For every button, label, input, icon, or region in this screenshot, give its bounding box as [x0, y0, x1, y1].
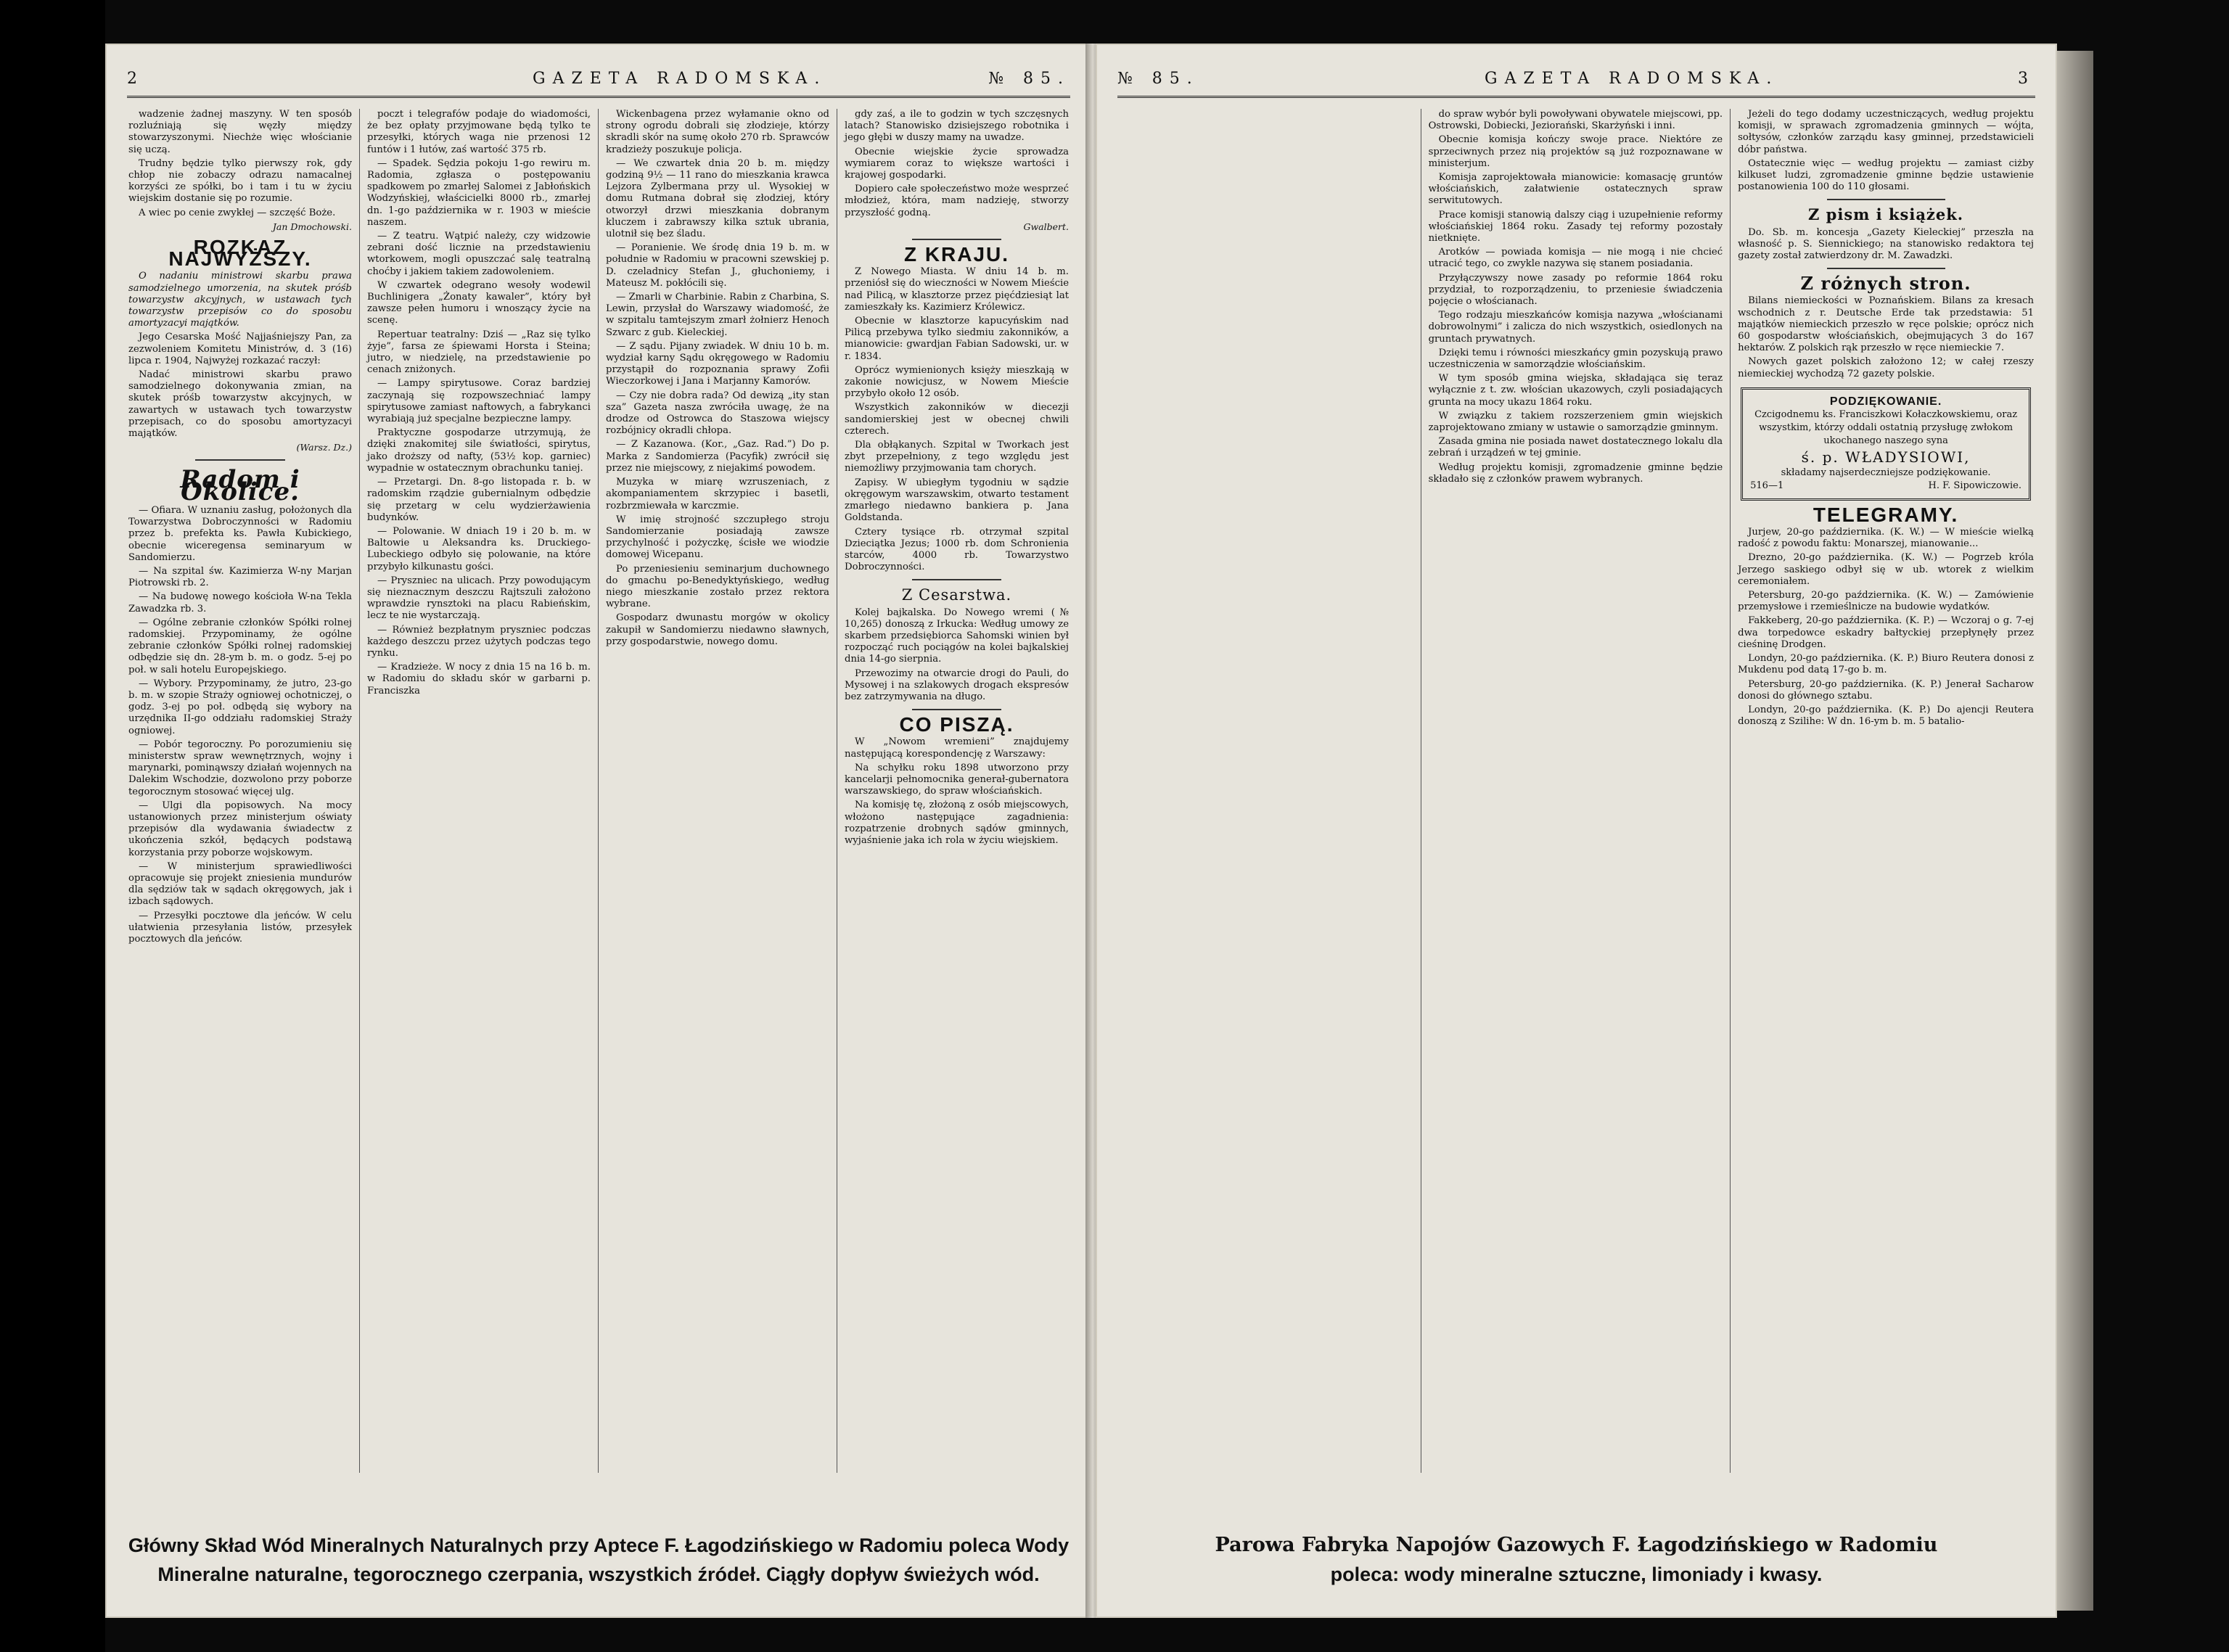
news-item: Dzięki temu i równości mieszkańcy gmin pozyskują prawo uczestniczenia w samorządzie włościańskim.: [1428, 347, 1723, 371]
news-item: Gospodarz dwunastu morgów w okolicy zakupił w Sandomierzu niedawno sławnych, przy gospodarstwie, nowego domu.: [606, 612, 829, 647]
advertisement-footer: [1117, 1531, 2035, 1589]
issue-number: № 85.: [988, 70, 1070, 88]
divider: [912, 709, 1002, 710]
ad-line: poleca: wody mineralne sztuczne, limoniady i kwasy.: [1330, 1563, 1823, 1585]
columns-left: [121, 109, 1076, 1473]
byline: (Warsz. Dz.): [296, 442, 352, 453]
news-item: W czwartek odegrano wesoły wodewil Buchlinigera „Żonaty kawaler”, który był zawsze pełen humoru i wnoszący życie na scenę.: [367, 279, 591, 326]
news-item: Prace komisji stanowią dalszy ciąg i uzupełnienie reformy włościańskiej 1864 roku. Zasady tej reformy pozostały nietknięte.: [1428, 209, 1723, 244]
news-item: Nowych gazet polskich założono 12; w całej rzeszy niemieckiej wychodzą 72 gazety polskie.: [1738, 356, 2034, 379]
news-item: — Ogólne zebranie członków Spółki rolnej radomskiej. Przypominamy, że ogólne zebranie członków Spółki rolnej radomskiej odbędzie się dn. 28-ym b. m. o godz. 5-ej po poł. w sali hotelu Europejskiego.: [128, 617, 352, 675]
section-heading: Z różnych stron.: [1800, 273, 1971, 295]
section-heading: Radom i Okolice.: [180, 465, 300, 506]
news-item: — Na szpital św. Kazimierza W-ny Marjan Piotrowski rb. 2.: [128, 565, 352, 589]
page-number: 2: [127, 70, 144, 88]
column-2: [1421, 109, 1731, 1473]
column-1: [1112, 109, 1421, 1473]
news-item: — Również bezpłatnym pryszniec podczas każdego deszczu przez użytych podczas tego rynku.: [367, 624, 591, 659]
section-heading: CO PISZĄ.: [899, 713, 1014, 736]
masthead: GAZETA RADOMSKA.: [1485, 70, 1779, 88]
column-4: [837, 109, 1076, 1473]
column-1: [121, 109, 360, 1473]
running-head-right: [1117, 67, 2035, 98]
news-item: — We czwartek dnia 20 b. m. między godziną 9½ — 11 rano do mieszkania krawca Lejzora Zylbermana przy ul. Wysokiej w domu Rutmana dobrał się złodziej, który otworzył drzwi mieszkania dobranym kluczem i zabrawszy kilka sztuk ubrania, ulotnił się bez śladu.: [606, 157, 829, 240]
paragraph: Trudny będzie tylko pierwszy rok, gdy chłop nie zobaczy odrazu namacalnej korzyści ze spółki, bo i tam i tu w życiu wiejskim dostanie się po rozumie.: [128, 157, 352, 205]
masthead: GAZETA RADOMSKA.: [533, 70, 827, 88]
news-item: — Z Kazanowa. (Kor., „Gaz. Rad.”) Do p. Marka z Sandomierza (Pacyfik) zwrócił się przez nie miejscowy, z niejakimś powodem.: [606, 439, 829, 474]
paragraph: Wickenbagena przez wyłamanie okno od strony ogrodu dobrali się złodzieje, którzy skradli skór na sumę około 270 rb. Sprawców kradzieży poszukuje policja.: [606, 109, 829, 155]
byline: Jan Dmochowski.: [272, 221, 352, 232]
divider: [1827, 268, 1945, 269]
telegram-item: Petersburg, 20-go października. (K. W.) — Zamówienie przemysłowe i rzemieślnicze na budowie wydatków.: [1738, 590, 2034, 613]
news-item: — Zmarli w Charbinie. Rabin z Charbina, S. Lewin, przysłał do Warszawy wiadomość, że w szpitalu tamtejszym zmarł żołnierz Henoch Szwarc z gub. Kieleckiej.: [606, 292, 829, 338]
byline: Gwalbert.: [1023, 221, 1069, 232]
news-item: — Pryszniec na ulicach. Przy powodującym się nieznacznym deszczu Rajtszuli założono wprawdzie rynsztoki na placu Rabieńskim, lecz te nie wystarczają.: [367, 575, 591, 622]
scan-border: [0, 0, 105, 1652]
divider: [912, 579, 1002, 580]
ad-line: Główny Skład Wód Mineralnych Naturalnych przy Aptece F. Łagodzińskiego w Radomiu poleca Wody: [128, 1534, 1070, 1556]
news-item: Według projektu komisji, zgromadzenie gminne będzie składało się z członków prawem wybranych.: [1428, 461, 1723, 485]
paragraph: poczt i telegrafów podaje do wiadomości, że bez opłaty przyjmowane będą tylko te przesyłki, których waga nie przenosi 12 funtów i 1 łutów, zaś wartość 375 rb.: [367, 109, 591, 155]
news-item: — Pobór tegoroczny. Po porozumieniu się ministerstw spraw wewnętrznych, wojny i marynarki, pominąwszy działań wojennych na Dalekim Wschodzie, dozwolono przy poborze tegorocznym stosować więcej ulg.: [128, 739, 352, 797]
issue-number: № 85.: [1117, 70, 1199, 88]
news-item: Arotków — powiada komisja — nie mogą i nie chcieć utracić tego, co zwykle nazywa się stanem posiadania.: [1428, 247, 1723, 270]
divider: [195, 459, 284, 461]
paragraph: gdy zaś, a ile to godzin w tych szczęsnych latach? Stanowisko dzisiejszego robotnika i jego głębi w duszy mamy na uwadze.: [845, 109, 1069, 144]
paragraph: A wiec po cenie zwykłej — szczęść Boże.: [139, 207, 336, 218]
news-item: — Kradzieże. W nocy z dnia 15 na 16 b. m. w Radomiu do składu skór w garbarni p. Franciszka: [367, 662, 591, 696]
section-heading: ROZKAZ NAJWYŻSZY.: [168, 236, 312, 271]
news-item: Oprócz wymienionych księży mieszkają w zakonie nowicjusz, w Nowem Mieście przybyło około 12 osób.: [845, 364, 1069, 400]
news-item: Komisja zaprojektowała mianowicie: komasację gruntów włościańskich, załatwienie ostatecznych spraw serwitutowych.: [1428, 172, 1723, 207]
section-heading: Z pism i książek.: [1808, 205, 1964, 224]
news-item: — Przesyłki pocztowe dla jeńców. W celu ułatwienia przesyłania listów, przesyłek pocztowych dla jeńców.: [128, 910, 352, 945]
news-item: do spraw wybór byli powoływani obywatele miejscowi, pp. Ostrowski, Dobiecki, Jeziorański, Skarżyński i inni.: [1428, 109, 1723, 132]
news-item: — Czy nie dobra rada? Od dewizą „ity stan sza” Gazeta nasza zwróciła uwagę, że na drodze od Ostrowca do Staszowa wiejscy rozbójnicy okradli chłopa.: [606, 390, 829, 437]
news-item: Cztery tysiące rb. otrzymał szpital Dzieciątka Jezus; 1000 rb. dom Schronienia starców, 4000 rb. Towarzystwo Dobroczynności.: [845, 526, 1069, 573]
telegram-item: Londyn, 20-go października. (K. P.) Biuro Reutera donosi z Mukdenu pod datą 17-go b. m.: [1738, 653, 2034, 676]
telegram-item: Fakkeberg, 20-go października. (K. P.) — Wczoraj o g. 7-ej dwa torpedowce eskadry bałtyckiej przepłynęły przez cieśninę Drodgen.: [1738, 615, 2034, 650]
page-number: 3: [2018, 70, 2035, 88]
news-item: Zapisy. W ubiegłym tygodniu w sądzie okręgowym warszawskim, otwarto testament zmarłego niedawno bankiera p. Jana Goldstanda.: [845, 477, 1069, 524]
news-item: W imię strojność szczupłego stroju Sandomierzanie posiadają zawsze przychylność i pożyczkę, ścisłe we wiodzie domowej Wicepanu.: [606, 514, 829, 561]
telegram-item: Petersburg, 20-go października. (K. P.) Jenerał Sacharow donosi do głównego sztabu.: [1738, 678, 2034, 702]
news-item: — Lampy spirytusowe. Coraz bardziej zaczynają się rozpowszechniać lampy spirytusowe zamiast naftowych, a fabrykanci wyrabiają już specjalne bezpieczne lampy.: [367, 378, 591, 425]
news-item: Wszystkich zakonników w diecezji sandomierskiej jest w obecnej chwili czterech.: [845, 402, 1069, 437]
thanks-sign: H. F. Sipowiczowie.: [1928, 480, 2021, 491]
paragraph: Obecnie wiejskie życie sprowadza wymiarem coraz to większe wartości i krajowej gospodarki.: [845, 146, 1069, 181]
news-item: W tym sposób gmina wiejska, składająca się teraz wyłącznie z t. zw. włościan ukazowych, czyli posiadających grunta na mocy ukazu 1864 roku.: [1428, 373, 1723, 408]
thanks-title: PODZIĘKOWANIE.: [1829, 395, 1942, 408]
news-item: Po przeniesieniu seminarjum duchownego do gmachu po-Benedyktyńskiego, według niego mieszkanie zostało przez rektora wybrane.: [606, 563, 829, 610]
paragraph: Dopiero całe społeczeństwo może wesprzeć młodzież, która, mam nadzieję, stworzy przyszłość godną.: [845, 184, 1069, 218]
news-item: — Poranienie. We środę dnia 19 b. m. w południe w Radomiu w pracowni szewskiej p. D. czeladnicy Stefan J., głuchoniemy, i Mateusz M. pokłócili się.: [606, 242, 829, 289]
news-item: W „Nowom wremieni” znajdujemy następującą korespondencję z Warszawy:: [845, 736, 1069, 760]
news-item: Na komisję tę, złożoną z osób miejscowych, włożono następujące zagadnienia: rozpatrzenie drobnych sądów gminnych, wyjaśnienie jaka ich rola w życiu wiejskiem.: [845, 800, 1069, 846]
telegram-item: Londyn, 20-go października. (K. P.) Do ajencji Reutera donoszą z Szilihe: W dn. 16-ym b. m. 5 batalio-: [1738, 704, 2034, 728]
telegram-item: Drezno, 20-go października. (K. W.) — Pogrzeb króla Jerzego saskiego odbył się w ub. wtorek z wielkim ceremoniałem.: [1738, 552, 2034, 587]
news-item: Repertuar teatralny: Dziś — „Raz się tylko żyje”, farsa ze śpiewami Horsta i Steina; jutro, w niedzielę, na przedstawienie po cenach zniżonych.: [367, 329, 591, 376]
paragraph: O nadaniu ministrowi skarbu prawa samodzielnego umorzenia, na skutek próśb towarzystw akcyjnych, w ustawach tych towarzystw przepisów co do sposobu amortyzacyi majątków.: [128, 271, 352, 329]
news-item: Przyłączywszy nowe zasady po reformie 1864 roku przydział, to rozporządzeniu, to przeniesie świadczenia pojęcie o włościanach.: [1428, 272, 1723, 308]
news-item: Praktyczne gospodarze utrzymują, że dzięki znakomitej sile światłości, spirytus, jako droższy od nafty, (53½ kop. garniec) wypadnie w ostatecznym obrachunku taniej.: [367, 427, 591, 474]
running-head-left: [127, 67, 1070, 98]
divider: [1827, 199, 1945, 200]
news-item: Jeżeli do tego dodamy uczestniczących, według projektu komisji, w sprawach zgromadzenia gminnych — wójta, sołtysów, członków zarządu kasy gminnej, przedstawicieli dóbr państwa.: [1738, 109, 2034, 155]
book-edge: [2057, 51, 2093, 1611]
news-item: — Na budowę nowego kościoła W-na Tekla Zawadzka rb. 3.: [128, 591, 352, 615]
news-item: Z Nowego Miasta. W dniu 14 b. m. przeniósł się do wieczności w Nowem Mieście nad Pilicą, w klasztorze przez pięćdziesiąt lat zamieszkały ks. Kazimierz Królewicz.: [845, 266, 1069, 313]
thanks-notice: [1741, 387, 2031, 501]
news-item: Kolej bajkalska. Do Nowego wremi (№ 10,265) donoszą z Irkucka: Według umowy ze skarbem przedsiębiorca Sahomski winien był rozpocząć ruch pociągów na kolei bajkalskiej dnia 14-go sierpnia.: [845, 607, 1069, 665]
paragraph: Jego Cesarska Mość Najjaśniejszy Pan, za zezwoleniem Komitetu Ministrów, d. 3 (16) lipca r. 1904, Najwyżej rozkazać raczył:: [128, 332, 352, 366]
news-item: — Ofiara. W uznaniu zasług, położonych dla Towarzystwa Dobroczynności w Radomiu przez b. prefekta ks. Pawła Kubickiego, obecnie wiceregensa seminaryum w Sandomierzu.: [128, 504, 352, 563]
column-2: [360, 109, 599, 1473]
newspaper-page-right: [1096, 44, 2057, 1618]
divider: [912, 239, 1002, 240]
ad-line: Parowa Fabryka Napojów Gazowych F. Łagodzińskiego w Radomiu: [1215, 1534, 1938, 1556]
paragraph: wadzenie żadnej maszyny. W ten sposób rozluźniają się węzły między stowarzyszonymi. Niechże więc włościanie się uczą.: [128, 109, 352, 155]
columns-right: [1112, 109, 2041, 1473]
news-item: — Przetargi. Dn. 8-go listopada r. b. w radomskim rządzie gubernialnym odbędzie się przetarg w celu wydzierżawienia budynków.: [367, 477, 591, 523]
news-item: — W ministerjum sprawiedliwości opracowuje się projekt zniesienia mundurów dla sędziów tak w sądach okręgowych, jak i izbach sądowych.: [128, 860, 352, 908]
news-item: — Z sądu. Pijany zwiadek. W dniu 10 b. m. wydział karny Sądu okręgowego w Radomiu przystąpił do rozpoznania sprawy Zofii Wieczorkowej i Jana i Marjanny Kamorów.: [606, 340, 829, 387]
thanks-ref: 516—1: [1750, 480, 1784, 491]
thanks-rest: składamy najserdeczniejsze podziękowanie.: [1781, 467, 1991, 478]
news-item: Bilans niemieckości w Poznańskiem. Bilans za kresach wschodnich z r. Deutsche Erde tak przedstawia: 51 majątków niemieckich przeszło w ręce polskie; oprócz nich 60 gospodarstw włościańskich, obejmujących 3 do 167 hektarów. Z polskich rąk przeszło w ręce niemieckie 7.: [1738, 295, 2034, 354]
section-heading: Z KRAJU.: [903, 243, 1010, 266]
news-item: W związku z takiem rozszerzeniem gmin wiejskich zaprojektowano zmiany w ustawie o samorządzie gminnym.: [1428, 410, 1723, 434]
thanks-name: ś. p. WŁADYSIOWI,: [1801, 448, 1971, 466]
column-3: [1731, 109, 2041, 1473]
section-heading: Z Cesarstwa.: [901, 586, 1012, 604]
ad-line: Mineralne naturalne, tegorocznego czerpania, wszystkich źródeł. Ciągły dopływ świeżych wód.: [157, 1563, 1040, 1585]
news-item: Dla obłąkanych. Szpital w Tworkach jest zbyt przepełniony, z tego względu jest niemożliwy przyjmowania tam chorych.: [845, 440, 1069, 474]
news-item: Obecnie w klasztorze kapucyńskim nad Pilicą przebywa tylko siedmiu zakonników, a mianowicie: gwardjan Fabian Sadowski, ur. w r. 1834.: [845, 316, 1069, 362]
news-item: Ostatecznie więc — według projektu — zamiast ciżby kilkuset ludzi, zgromadzenie gminne będzie ustawienie postanowienia 100 do 110 głosami.: [1738, 157, 2034, 193]
advertisement-footer: [127, 1531, 1070, 1589]
news-item: Do. Sb. m. koncesja „Gazety Kieleckiej” przeszła na własność p. S. Siennickiego; na stanowisko redaktora tej gazety został zatwierdzony dr. M. Zawadzki.: [1738, 226, 2034, 262]
news-item: — Polowanie. W dniach 19 i 20 b. m. w Baltowie u Aleksandra ks. Druckiego-Lubeckiego odbyło się polowanie, na które przybyło kilkunastu gości.: [367, 525, 591, 572]
news-item: — Ulgi dla popisowych. Na mocy ustanowionych przez ministerjum oświaty przepisów dla wydawania świadectw z ukończenia szkół, będących podstawą korzystania przy poborze wojskowym.: [128, 800, 352, 858]
thanks-footer: [1750, 480, 2021, 493]
news-item: Muzyka w miarę wzruszeniach, z akompaniamentem skrzypiec i basetli, rozbrzmiewała w karczmie.: [606, 477, 829, 511]
news-item: Na schyłku roku 1898 utworzono przy kancelarji pełnomocnika generał-gubernatora warszawskiego, do spraw włościańskich.: [845, 762, 1069, 797]
column-3: [599, 109, 837, 1473]
telegram-item: Jurjew, 20-go października. (K. W.) — W mieście wielką radość z powodu faktu: Monarszej, mianowanie...: [1738, 527, 2034, 550]
news-item: Tego rodzaju mieszkańców komisja nazywa „włościanami dobrowolnymi” i zalicza do nich wszystkich, osiedlonych na gruntach prywatnych.: [1428, 310, 1723, 345]
thanks-body: Czcigodnemu ks. Franciszkowi Kołaczkowskiemu, oraz wszystkim, którzy oddali ostatnią przysługę zwłokom ukochanego naszego syna: [1754, 408, 2018, 446]
news-item: Przewozimy na otwarcie drogi do Pauli, do Mysowej i na szlakowych drogach ekspresów bez zatrzymywania na długo.: [845, 667, 1069, 702]
news-item: — Z teatru. Wątpić należy, czy widzowie zebrani dość licznie na przedstawieniu wtorkowem, mogli opuszczać salę teatralną choćby i jakiem takiem zadowoleniem.: [367, 231, 591, 277]
newspaper-page-left: [105, 44, 1092, 1618]
news-item: — Wybory. Przypominamy, że jutro, 23-go b. m. w szopie Straży ogniowej ochotniczej, o godz. 3-ej po poł. odbędą się wybory na urzędnika II-go oddziału radomskiej Straży ogniowej.: [128, 678, 352, 736]
section-heading: TELEGRAMY.: [1813, 503, 1959, 526]
news-item: Obecnie komisja kończy swoje prace. Niektóre ze sprzeciwnych przez nią projektów są już rozpoznawane w ministerjum.: [1428, 134, 1723, 169]
paragraph: Nadać ministrowi skarbu prawo samodzielnego dokonywania zmian, na skutek próśb towarzystw akcyjnych, w zawartych w ustawach tych towarzystw przepisach, co do sposobu amortyzacyi majątków.: [128, 369, 352, 440]
news-item: — Spadek. Sędzia pokoju 1-go rewiru m. Radomia, zgłasza o postępowaniu spadkowem po zmarłej Salomei z Jabłońskich Wodzyńskiej, właścicielki 8000 rb., zmarłej dn. 1-go października w r. 1903 w mieście naszem.: [367, 157, 591, 228]
news-item: Zasada gmina nie posiada nawet dostatecznego lokalu dla zebrań i urządzeń w tej gminie.: [1428, 436, 1723, 459]
